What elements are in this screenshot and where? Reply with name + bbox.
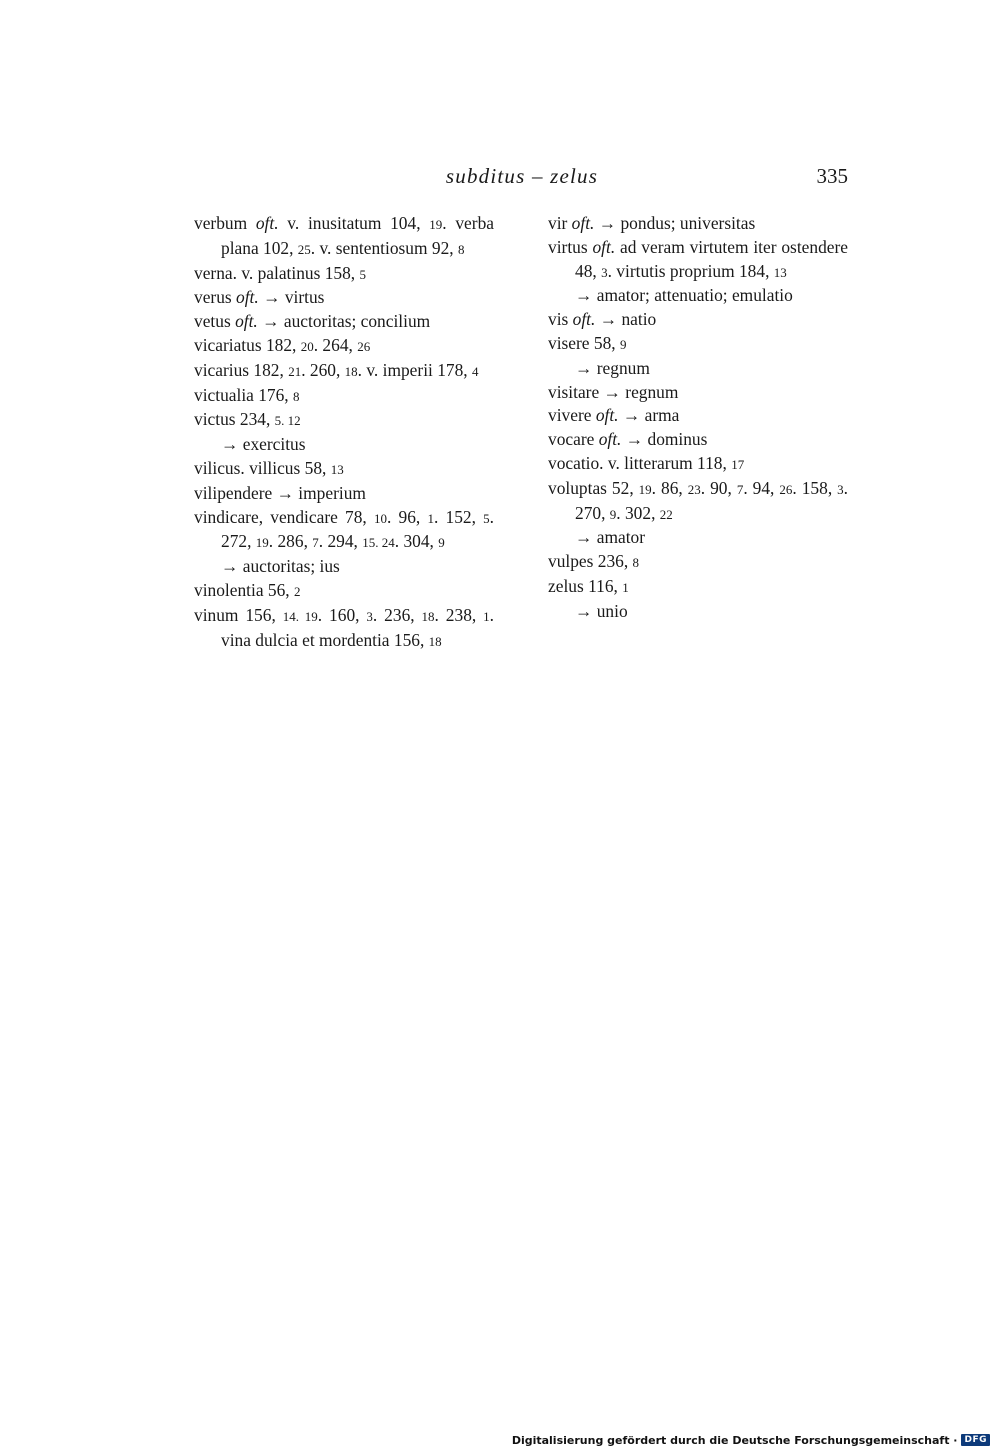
index-entry-voluptas: voluptas 52, 19. 86, 23. 90, 7. 94, 26. 158, 3. 270, 9. 302, 22 bbox=[548, 477, 849, 523]
index-xref-visere: → regnum bbox=[575, 357, 650, 378]
index-column-left bbox=[194, 212, 494, 653]
index-entry-vinum: vinum 156, 14. 19. 160, 3. 236, 18. 238, 1. vina dulcia et mordentia 156, 18 bbox=[194, 604, 495, 650]
index-entry-vivere: vivere oft. → arma bbox=[548, 405, 680, 426]
index-entry-vicarius: vicarius 182, 21. 260, 18. v. imperii 178, 4 bbox=[194, 359, 479, 380]
index-xref-virtus: → amator; attenuatio; emulatio bbox=[575, 285, 793, 306]
index-xref-zelus: → unio bbox=[575, 600, 628, 621]
index-entry-victus: victus 234, 5. 12 bbox=[194, 409, 301, 430]
footer-credit-text: Digitalisierung gefördert durch die Deutsche Forschungsgemeinschaft · bbox=[511, 1433, 958, 1447]
index-entry-vir: vir oft. → pondus; universitas bbox=[548, 213, 756, 233]
index-entry-vocare: vocare oft. → dominus bbox=[548, 429, 708, 450]
index-xref-victus: → exercitus bbox=[221, 434, 306, 455]
index-entry-vinolentia: vinolentia 56, 2 bbox=[194, 579, 301, 600]
running-head bbox=[196, 164, 848, 194]
index-xref-vindicare: → auctoritas; ius bbox=[221, 556, 340, 577]
index-entry-vindicare: vindicare, vendicare 78, 10. 96, 1. 152, 5. 272, 19. 286, 7. 294, 15. 24. 304, 9 bbox=[194, 506, 494, 552]
index-column-right bbox=[548, 212, 848, 624]
index-entry-vilicus: vilicus. villicus 58, 13 bbox=[194, 457, 344, 478]
digitization-footer bbox=[512, 1432, 990, 1448]
running-head-title: subditus – zelus bbox=[445, 164, 599, 188]
index-entry-vulpes: vulpes 236, 8 bbox=[548, 551, 640, 572]
index-entry-vocatio: vocatio. v. litterarum 118, 17 bbox=[548, 452, 745, 473]
index-xref-voluptas: → amator bbox=[575, 527, 646, 548]
index-entry-vilipendere: vilipendere → imperium bbox=[194, 482, 366, 503]
index-entry-vetus: vetus oft. → auctoritas; concilium bbox=[194, 311, 431, 332]
page-number: 335 bbox=[816, 164, 848, 188]
index-entry-victualia: victualia 176, 8 bbox=[194, 384, 300, 405]
index-entry-vis: vis oft. → natio bbox=[548, 309, 657, 330]
index-entry-verna: verna. v. palatinus 158, 5 bbox=[194, 262, 366, 283]
index-entry-verus: verus oft. → virtus bbox=[194, 287, 325, 308]
index-entry-verbum: verbum oft. v. inusitatum 104, 19. verba plana 102, 25. v. sententiosum 92, 8 bbox=[194, 213, 494, 258]
index-entry-visere: visere 58, 9 bbox=[548, 332, 627, 353]
index-entry-vicariatus: vicariatus 182, 20. 264, 26 bbox=[194, 334, 371, 355]
index-entry-virtus: virtus oft. ad veram virtutem iter ostendere 48, 3. virtutis proprium 184, 13 bbox=[548, 236, 848, 281]
index-entry-visitare: visitare → regnum bbox=[548, 381, 679, 402]
dfg-logo: DFG bbox=[961, 1434, 990, 1446]
index-entry-zelus: zelus 116, 1 bbox=[548, 575, 629, 596]
